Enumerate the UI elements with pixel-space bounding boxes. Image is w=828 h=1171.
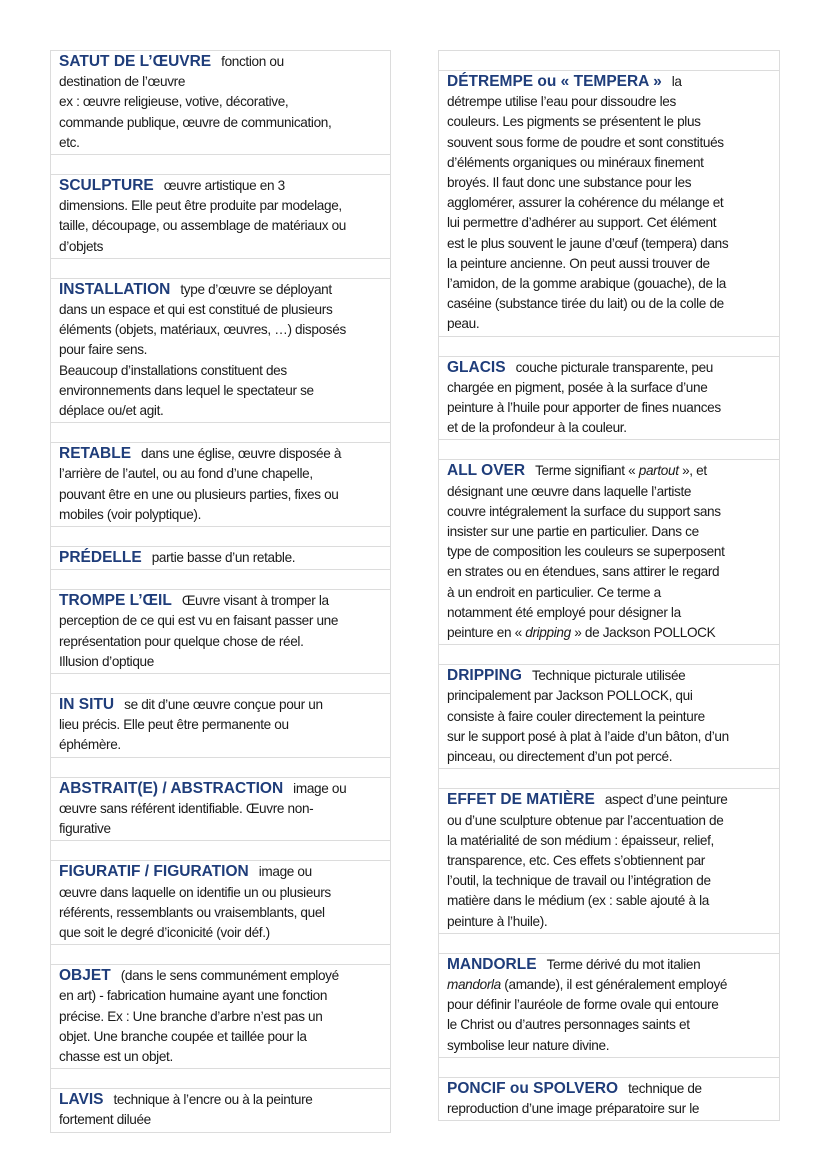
empty-cell	[439, 50, 779, 70]
italic-term: partout	[638, 463, 679, 479]
spacer-cell	[51, 673, 390, 693]
definition-text: » de Jackson POLLOCK	[570, 625, 716, 641]
glossary-entry	[51, 777, 390, 841]
glossary-entry	[439, 356, 779, 440]
spacer-cell	[51, 422, 390, 442]
glossary-entry	[51, 174, 390, 258]
definition-text: Terme signifiant «	[535, 463, 639, 479]
italic-term: dripping	[525, 625, 571, 641]
definition-text: image ou œuvre dans laquelle on identifie un ou plusieurs référents, ressemblants ou vraisemblants, quel que soit le degré d’iconicité (voir déf.)	[59, 864, 331, 940]
glossary-entry	[51, 50, 390, 154]
glossary-term: GLACIS	[447, 358, 506, 376]
definition-text: dans une église, œuvre disposée à l’arrière de l’autel, ou au fond d’une chapelle, pouvant être en une ou plusieurs parties, fixes ou mobiles (voir polyptique).	[59, 446, 342, 522]
glossary-entry	[439, 953, 779, 1057]
spacer-cell	[51, 944, 390, 964]
glossary-term: EFFET DE MATIÈRE	[447, 791, 595, 809]
glossary-entry	[51, 442, 390, 526]
definition-text: Terme dérivé du mot italien	[546, 956, 701, 972]
definition-text: couche picturale transparente, peu chargée en pigment, posée à la surface d’une peinture à l’huile pour apporter de fines nuances et de la profondeur à la couleur.	[447, 359, 721, 436]
spacer-cell	[51, 258, 390, 278]
definition-text: technique à l’encre ou à la peinture fortement diluée	[59, 1092, 313, 1128]
spacer-cell	[439, 439, 779, 459]
glossary-term: IN SITU	[59, 696, 115, 714]
glossary-entry	[51, 860, 390, 944]
definition-text: type d’œuvre se déployant dans un espace et qui est constitué de plusieurs éléments (objets, matériaux, œuvres, …) disposés pour faire sens. Beaucoup d’installations constituent des environnements dans lequel le spectateur se déplace ou/et agit.	[59, 281, 346, 419]
glossary-term: PONCIF ou SPOLVERO	[447, 1079, 619, 1097]
glossary-entry	[439, 70, 779, 336]
glossary-entry	[439, 664, 779, 768]
definition-text: », et désignant une œuvre dans laquelle l’artiste couvre intégralement la surface du support sans insister sur une partie en particulier. Dans ce type de composition les couleurs se superposent en strates ou en étendues, sans attirer le regard à un endroit en particulier. Ce terme a notamment été employé pour désigner la peinture en «	[447, 463, 725, 641]
glossary-entry	[439, 1077, 779, 1121]
spacer-cell	[51, 757, 390, 777]
glossary-entry	[51, 278, 390, 422]
spacer-cell	[51, 1068, 390, 1088]
glossary-term: ALL OVER	[447, 462, 526, 480]
glossary-term: LAVIS	[59, 1091, 104, 1109]
spacer-cell	[439, 644, 779, 664]
spacer-cell	[439, 933, 779, 953]
definition-text: aspect d’une peinture ou d’une sculpture obtenue par l’accentuation de la matérialité de son médium : épaisseur, relief, transparence, etc. Ces effets s’obtiennent par l’outil, la technique de travail ou l’intégration de matière dans le médium (ex : sable ajouté à la peinture à l’huile).	[447, 792, 728, 929]
glossary-term: SATUT DE L’ŒUVRE	[59, 53, 212, 70]
italic-term: mandorla	[447, 976, 501, 992]
glossary-term: TROMPE L’ŒIL	[59, 592, 172, 610]
glossary-term: SCULPTURE	[59, 177, 154, 195]
definition-text: (dans le sens communément employé en art) - fabrication humaine ayant une fonction précise. Ex : Une branche d’arbre n’est pas un objet. Une branche coupée et taillée pour la chasse est un objet.	[59, 968, 339, 1064]
glossary-term: PRÉDELLE	[59, 549, 142, 567]
glossary-term: DRIPPING	[447, 667, 522, 685]
spacer-cell	[51, 569, 390, 589]
glossary-term: INSTALLATION	[59, 280, 171, 298]
definition-text: image ou œuvre sans référent identifiable. Œuvre non- figurative	[59, 780, 347, 837]
glossary-right-column	[438, 50, 780, 1121]
glossary-term: FIGURATIF / FIGURATION	[59, 863, 249, 881]
definition-text: partie basse d’un retable.	[151, 550, 296, 566]
glossary-entry	[51, 546, 390, 569]
glossary-left-column	[50, 50, 391, 1133]
spacer-cell	[51, 840, 390, 860]
definition-text: (amande), il est généralement employé pour définir l’auréole de forme ovale qui entoure le Christ ou d’autres personnages saints et symbolise leur nature divine.	[447, 976, 728, 1053]
glossary-entry	[439, 459, 779, 644]
definition-text: Œuvre visant à tromper la perception de ce qui est vu en faisant passer une représentation pour quelque chose de réel. Illusion d’optique	[59, 593, 339, 669]
glossary-entry	[51, 1088, 390, 1132]
glossary-term: DÉTREMPE ou « TEMPERA »	[447, 73, 662, 90]
spacer-cell	[439, 1057, 779, 1077]
glossary-entry	[51, 693, 390, 757]
glossary-term: OBJET	[59, 967, 111, 985]
glossary-term: RETABLE	[59, 445, 132, 463]
definition-text: se dit d’une œuvre conçue pour un lieu précis. Elle peut être permanente ou éphémère.	[59, 697, 323, 753]
spacer-cell	[51, 526, 390, 546]
definition-text: technique de reproduction d’une image préparatoire sur le	[447, 1080, 702, 1116]
definition-text: la détrempe utilise l’eau pour dissoudre les couleurs. Les pigments se présentent le plus souvent sous forme de poudre et sont constitués d’éléments organiques ou minéraux finement broyés. Il faut donc une substance pour les agglomérer, assurer la cohérence du mélange et lui permettre d’adhérer au support. Cet élément est le plus souvent le jaune d’œuf (tempera) dans la peinture ancienne. On peut aussi trouver de l’amidon, de la gomme arabique (gouache), de la caséine (substance tirée du lait) ou de la colle de peau.	[447, 74, 729, 332]
glossary-entry	[51, 964, 390, 1068]
glossary-entry	[51, 589, 390, 673]
spacer-cell	[51, 154, 390, 174]
definition-text: Technique picturale utilisée principalement par Jackson POLLOCK, qui consiste à faire couler directement la peinture sur le support posé à plat à l’aide d’un bâton, d’un pinceau, ou directement d’un pot percé.	[447, 668, 729, 765]
definition-text: œuvre artistique en 3 dimensions. Elle peut être produite par modelage, taille, découpage, ou assemblage de matériaux ou d’objets	[59, 178, 346, 254]
spacer-cell	[439, 336, 779, 356]
glossary-term: MANDORLE	[447, 955, 537, 973]
definition-text: fonction ou destination de l’œuvre ex : œuvre religieuse, votive, décorative, commande publique, œuvre de communication, etc.	[59, 54, 332, 150]
glossary-term: ABSTRAIT(E) / ABSTRACTION	[59, 779, 284, 797]
glossary-entry	[439, 788, 779, 932]
spacer-cell	[439, 768, 779, 788]
